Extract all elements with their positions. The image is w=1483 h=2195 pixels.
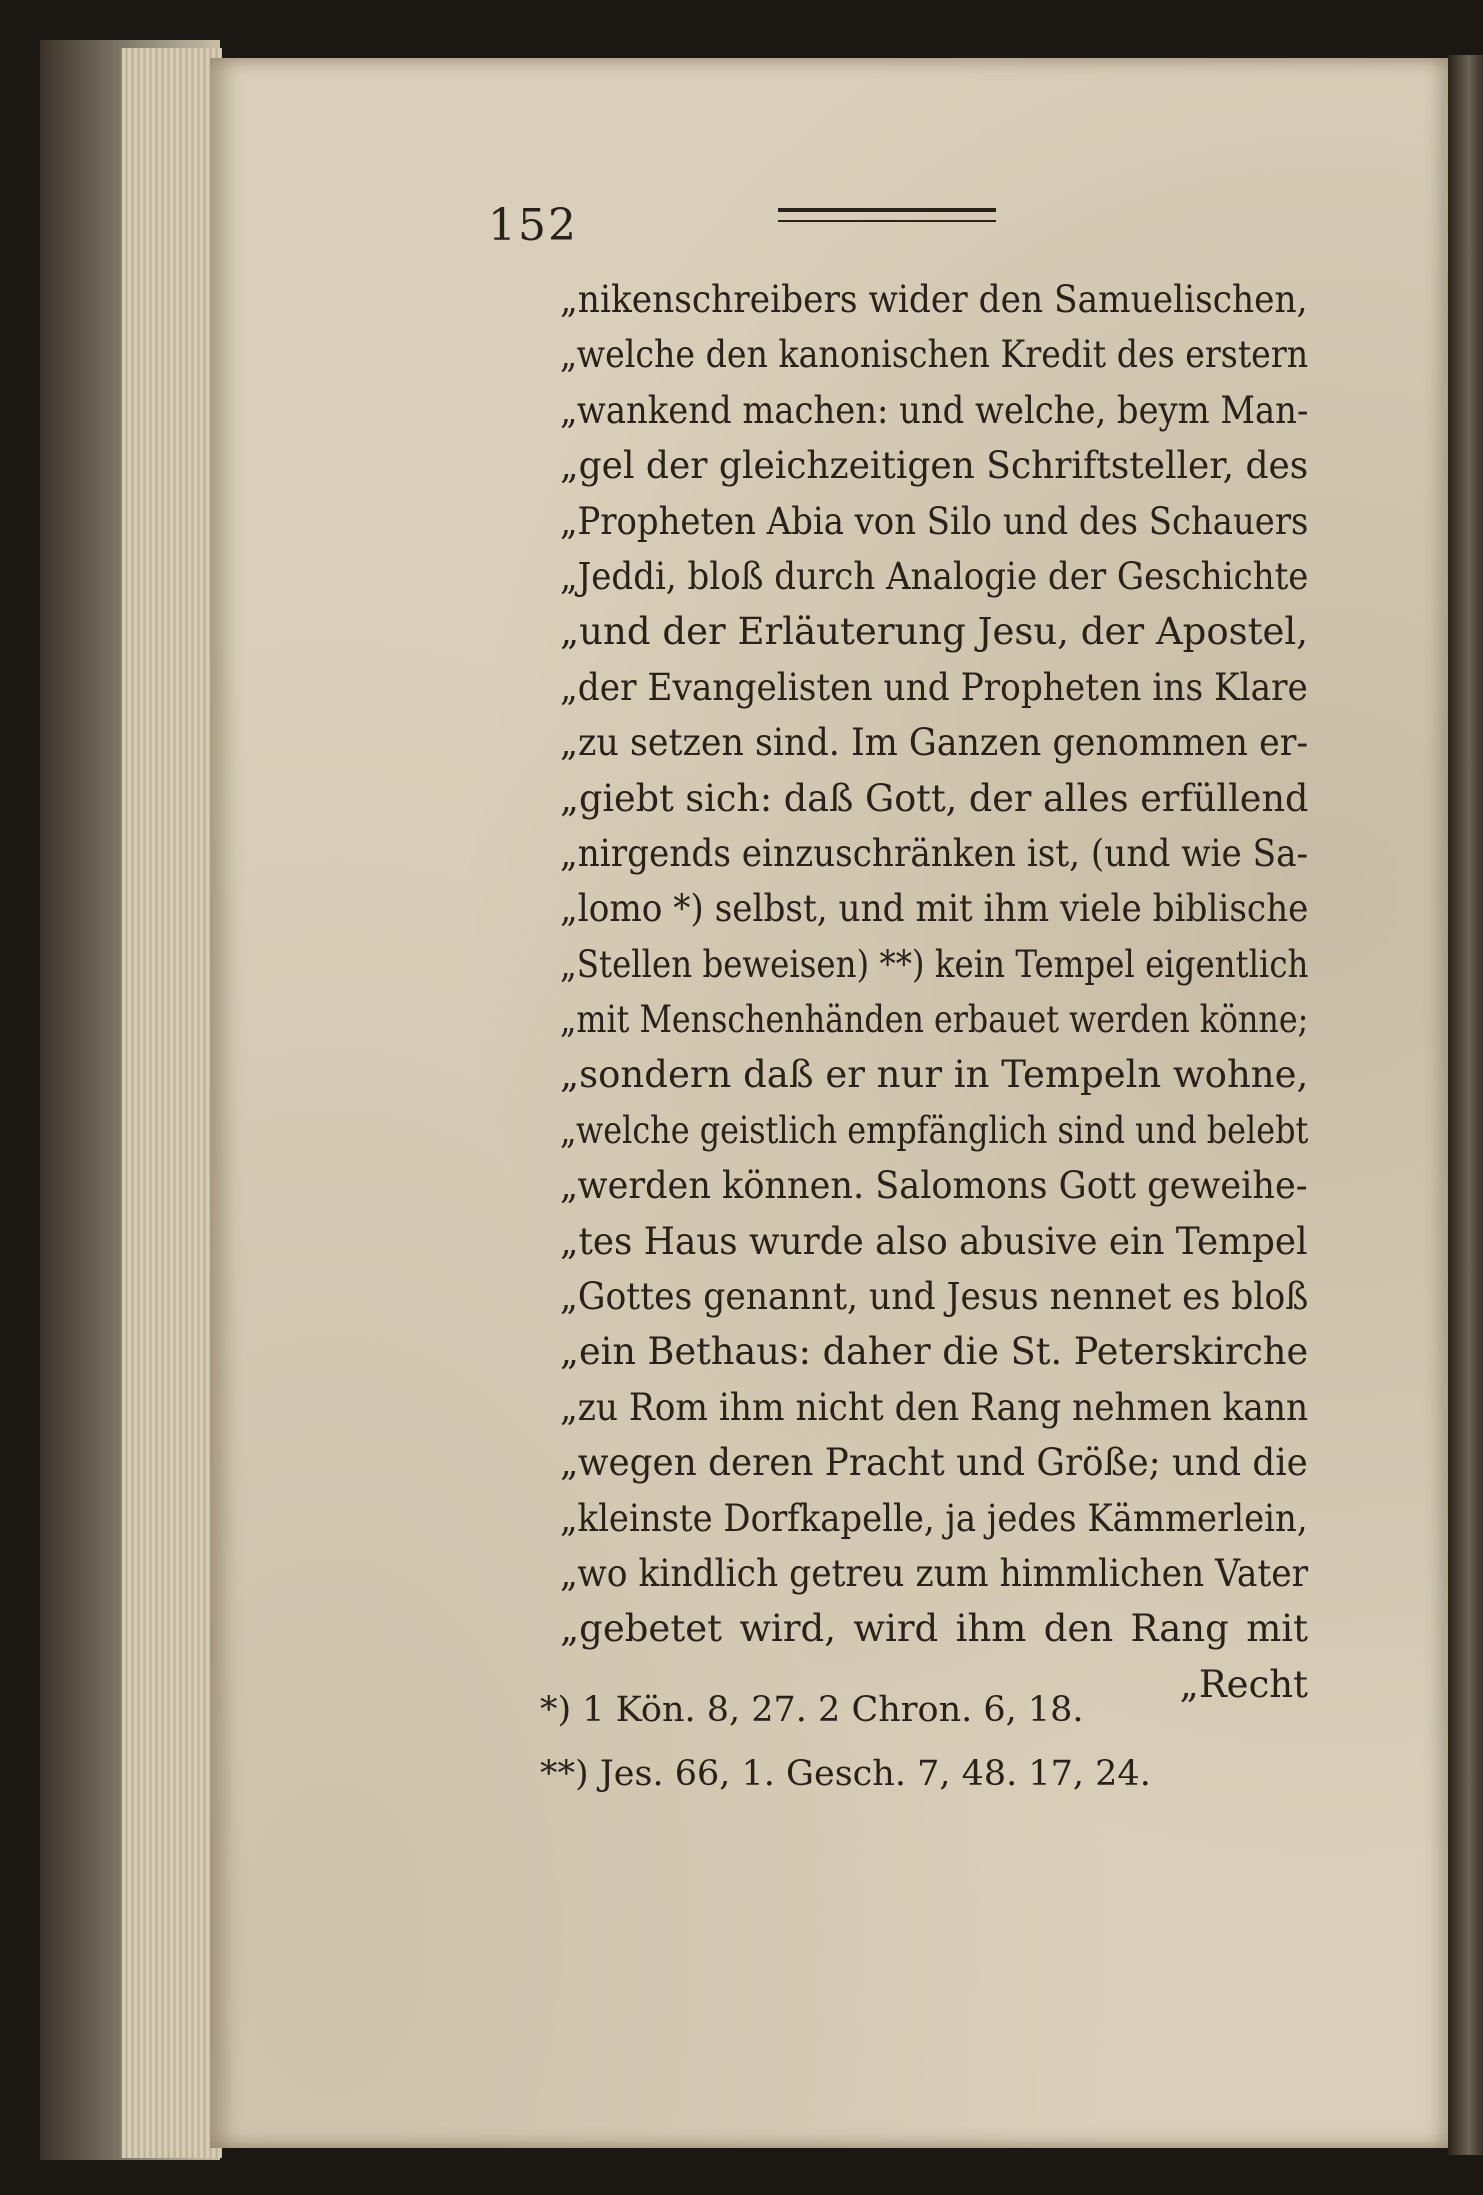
book-gutter — [1448, 55, 1483, 2155]
catchword: „Recht — [1179, 1662, 1308, 1706]
header-rule — [778, 208, 996, 222]
text-line: „mit Menschenhänden erbauet werden könne; — [560, 998, 1309, 1042]
text-line: „wegen deren Pracht und Größe; und die — [560, 1441, 1308, 1485]
text-line: „Propheten Abia von Silo und des Schauers — [560, 499, 1309, 543]
text-line: „gebetet wird, wird ihm den Rang mit — [560, 1607, 1308, 1651]
footnote: *) 1 Kön. 8, 27. 2 Chron. 6, 18. — [540, 1690, 1084, 1730]
footnote: **) Jes. 66, 1. Gesch. 7, 48. 17, 24. — [540, 1754, 1151, 1794]
text-line: „Gottes genannt, und Jesus nennet es bloß — [560, 1275, 1309, 1319]
text-line: „zu Rom ihm nicht den Rang nehmen kann — [560, 1385, 1309, 1429]
text-line: „zu setzen sind. Im Ganzen genommen er- — [560, 721, 1309, 765]
text-line: „der Evangelisten und Propheten ins Klare — [560, 665, 1308, 709]
page-stack-edge — [120, 48, 222, 2158]
page-number: 152 — [488, 200, 578, 251]
text-line: „nirgends einzuschränken ist, (und wie Sa- — [560, 831, 1309, 875]
text-line: „und der Erläuterung Jesu, der Apostel, — [560, 610, 1308, 654]
text-line: „werden können. Salomons Gott geweihe- — [560, 1164, 1308, 1208]
text-line: „wankend machen: und welche, beym Man- — [560, 388, 1309, 432]
text-line: „nikenschreibers wider den Samuelischen, — [560, 278, 1308, 321]
text-line: „lomo *) selbst, und mit ihm viele biblische — [560, 887, 1309, 931]
text-line: „tes Haus wurde also abusive ein Tempel — [560, 1219, 1308, 1263]
text-line: „ein Bethaus: daher die St. Peterskirche — [560, 1330, 1309, 1374]
text-line: „welche den kanonischen Kredit des erstern — [560, 333, 1309, 377]
text-line: „sondern daß er nur in Tempeln wohne, — [560, 1053, 1309, 1097]
text-line: „giebt sich: daß Gott, der alles erfüllend — [560, 776, 1309, 820]
text-line: „Jeddi, bloß durch Analogie der Geschichte — [560, 554, 1309, 598]
text-line: „kleinste Dorfkapelle, ja jedes Kämmerlein, — [560, 1496, 1308, 1540]
text-line: „gel der gleichzeitigen Schriftsteller, des — [560, 444, 1309, 488]
text-line: „welche geistlich empfänglich sind und belebt — [560, 1108, 1309, 1152]
text-line: „wo kindlich getreu zum himmlichen Vater — [560, 1551, 1309, 1595]
footnotes — [540, 1678, 1340, 1806]
body-text — [560, 272, 1308, 1712]
text-line: „Stellen beweisen) **) kein Tempel eigentlich — [560, 942, 1309, 986]
